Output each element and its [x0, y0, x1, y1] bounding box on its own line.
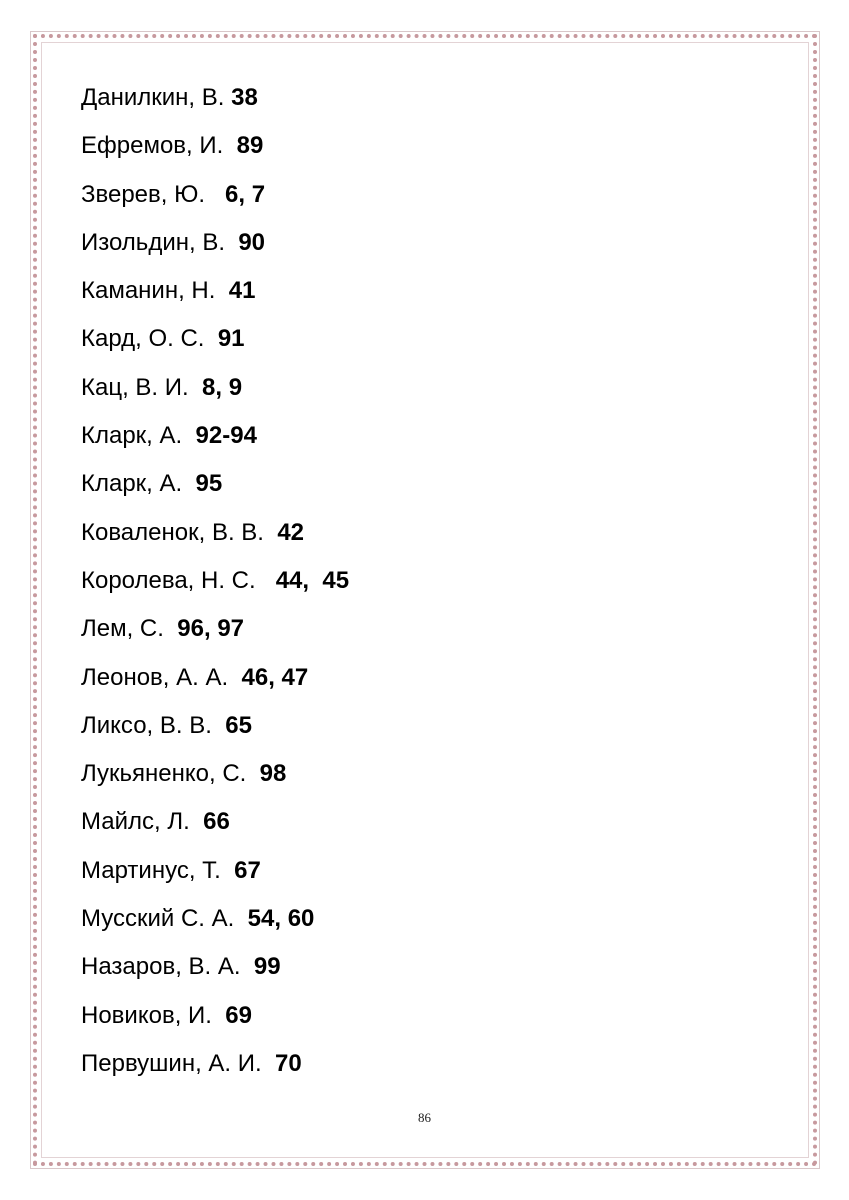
page-reference: 96, 97: [177, 615, 245, 643]
page-reference: 66: [203, 808, 230, 836]
page-reference: 8, 9: [202, 373, 243, 401]
author-name: Данилкин, В.: [81, 84, 232, 111]
page-reference: 92-94: [195, 422, 257, 450]
author-name: Лем, С.: [81, 615, 178, 643]
page-reference: 6, 7: [225, 180, 266, 208]
index-entry: [81, 126, 349, 174]
page-reference: 42: [277, 518, 305, 546]
author-name: Майлс, Л.: [81, 808, 204, 836]
author-name: Лукьяненко, С.: [81, 760, 260, 788]
index-entry: [81, 1044, 349, 1092]
index-entry: [81, 271, 349, 319]
index-entry: [81, 899, 349, 947]
index-entry: [81, 561, 349, 609]
page-reference: 89: [236, 132, 264, 160]
page-reference: 54, 60: [247, 905, 315, 933]
page-reference: 69: [225, 1001, 252, 1029]
author-name: Кларк, А.: [81, 470, 196, 498]
author-name: Ефремов, И.: [81, 132, 237, 160]
page-reference: 38: [231, 84, 258, 111]
index-entry: [81, 513, 349, 561]
index-entry: [81, 319, 349, 367]
index-entry: [81, 851, 349, 899]
author-name: Ликсо, В. В.: [81, 711, 226, 739]
author-name: Королева, Н. С.: [81, 566, 276, 594]
index-entry: [81, 802, 349, 850]
author-name: Кард, О. С.: [81, 325, 218, 353]
page-number: 86: [418, 1110, 431, 1125]
index-entry: [81, 947, 349, 995]
author-name: Кац, В. И.: [81, 373, 203, 401]
author-name: Новиков, И.: [81, 1001, 226, 1029]
author-name: Леонов, А. А.: [81, 663, 242, 691]
index-entry: [81, 175, 349, 223]
index-entry: [81, 78, 349, 126]
page-reference: 46, 47: [241, 663, 309, 691]
page-reference: 98: [259, 760, 287, 788]
author-name: Зверев, Ю.: [81, 180, 226, 208]
author-name: Коваленок, В. В.: [81, 518, 278, 546]
author-name: Изольдин, В.: [81, 228, 239, 256]
index-entry: [81, 996, 349, 1044]
author-name: Назаров, В. А.: [81, 953, 254, 981]
index-entry: [81, 609, 349, 657]
page-reference: 90: [238, 228, 266, 256]
author-name: Мартинус, Т.: [81, 856, 235, 884]
author-name: Первушин, А. И.: [81, 1049, 276, 1077]
page-reference: 95: [195, 470, 223, 498]
author-name: Кларк, А.: [81, 422, 196, 450]
page-reference: 65: [225, 711, 252, 739]
author-index-list: [81, 78, 349, 1092]
page-reference: 67: [234, 856, 261, 884]
index-entry: [81, 658, 349, 706]
index-entry: [81, 706, 349, 754]
author-name: Мусский С. А.: [81, 905, 248, 933]
index-entry: [81, 223, 349, 271]
index-entry: [81, 416, 349, 464]
index-entry: [81, 368, 349, 416]
index-entry: [81, 754, 349, 802]
page-reference: 41: [228, 277, 256, 305]
page-reference: 99: [253, 953, 281, 981]
page-reference: 70: [275, 1049, 302, 1077]
page-reference: 91: [217, 325, 245, 353]
index-entry: [81, 464, 349, 512]
page-reference: 44, 45: [275, 566, 350, 594]
author-name: Каманин, Н.: [81, 277, 229, 305]
